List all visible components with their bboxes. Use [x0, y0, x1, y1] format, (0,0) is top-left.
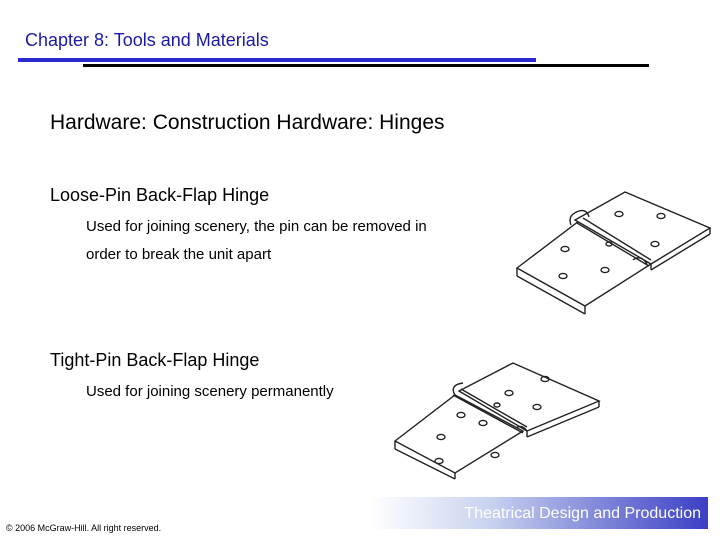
tight-pin-heading: Tight-Pin Back-Flap Hinge: [50, 350, 260, 370]
book-title: Theatrical Design and Production: [464, 505, 701, 522]
tight-pin-hinge-illustration: [385, 355, 615, 483]
header-rule-blue: [18, 58, 536, 62]
loose-pin-heading: Loose-Pin Back-Flap Hinge: [50, 185, 270, 205]
loose-pin-hinge-illustration: [505, 190, 720, 320]
loose-pin-desc-line-1: Used for joining scenery, the pin can be removed in: [86, 218, 427, 235]
loose-pin-desc-line-2: order to break the unit apart: [86, 246, 272, 263]
chapter-heading: Chapter 8: Tools and Materials: [25, 30, 269, 50]
slide-title: Hardware: Construction Hardware: Hinges: [50, 111, 445, 134]
copyright-notice: © 2006 McGraw-Hill. All right reserved.: [6, 523, 162, 533]
tight-pin-desc: Used for joining scenery permanently: [86, 383, 334, 400]
header-rule-black: [83, 64, 649, 67]
